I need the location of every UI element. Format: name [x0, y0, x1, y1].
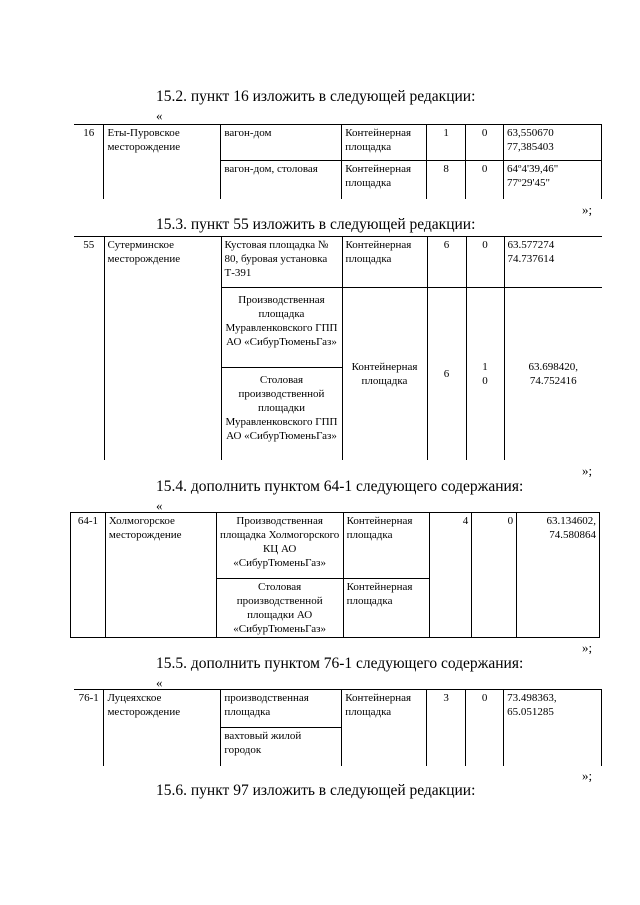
table-row: [74, 690, 602, 728]
cell-count: 3: [427, 690, 466, 766]
cell-num: 64-1: [71, 513, 106, 638]
close-quote: »;: [582, 768, 593, 783]
cell-type: Контейнерная площадка: [343, 579, 430, 638]
cell-object: вагон-дом: [221, 125, 342, 161]
cell-num: 55: [74, 237, 104, 460]
cell-coords: 73.498363, 65.051285: [504, 690, 602, 766]
cell-field: Сутерминское месторождение: [104, 237, 221, 460]
cell-field: Еты-Пуровское месторождение: [104, 125, 221, 199]
cell-coords: 64º4'39,46" 77º29'45": [504, 161, 602, 199]
cell-object: производственная площадка: [221, 690, 342, 728]
cell-count: 4: [430, 513, 472, 638]
table-point-64-1: [70, 512, 600, 638]
cell-object: вагон-дом, столовая: [221, 161, 342, 199]
section-heading: 15.4. дополнить пунктом 64-1 следующего содержания:: [156, 478, 524, 495]
cell-count: 1: [427, 125, 466, 161]
cell-field: Холмогорское месторождение: [105, 513, 216, 638]
cell-object: вахтовый жилой городок: [221, 728, 342, 766]
section-heading: 15.5. дополнить пунктом 76-1 следующего содержания:: [156, 655, 524, 672]
cell-type: Контейнерная площадка: [342, 288, 427, 460]
cell-type: Контейнерная площадка: [342, 237, 427, 288]
cell-n: 0: [466, 237, 504, 288]
cell-type: Контейнерная площадка: [342, 125, 427, 161]
cell-coords: 63,550670 77,385403: [504, 125, 602, 161]
cell-n: 0: [466, 125, 504, 161]
cell-count: 8: [427, 161, 466, 199]
section-heading: 15.3. пункт 55 изложить в следующей редакции:: [156, 216, 476, 233]
table-row: [74, 125, 602, 161]
table-row: [71, 513, 600, 579]
cell-n: 0: [466, 161, 504, 199]
cell-object: Столовая производственной площадки Муравленковского ГПП АО «СибурТюменьГаз»: [221, 368, 342, 460]
cell-count: 6: [427, 237, 466, 288]
cell-coords: 63.134602, 74.580864: [517, 513, 600, 638]
close-quote: »;: [582, 463, 593, 478]
section-heading: 15.6. пункт 97 изложить в следующей редакции:: [156, 782, 476, 799]
cell-n: 1 0: [466, 288, 504, 460]
cell-num: 76-1: [74, 690, 104, 766]
cell-field: Луцеяхское месторождение: [104, 690, 221, 766]
cell-object: Производственная площадка Холмогорского КЦ АО «СибурТюменьГаз»: [216, 513, 343, 579]
cell-n: 0: [472, 513, 517, 638]
cell-n: 0: [466, 690, 504, 766]
open-quote: «: [156, 498, 163, 513]
cell-type: Контейнерная площадка: [342, 690, 427, 766]
table-point-76-1: [74, 689, 602, 766]
cell-object: Столовая производственной площадки АО «СибурТюменьГаз»: [216, 579, 343, 638]
cell-coords: 63.698420, 74.752416: [504, 288, 602, 460]
open-quote: «: [156, 675, 163, 690]
cell-num: 16: [74, 125, 104, 199]
cell-count: 6: [427, 288, 466, 460]
table-row: [74, 237, 602, 288]
section-heading: 15.2. пункт 16 изложить в следующей редакции:: [156, 88, 476, 105]
cell-object: Кустовая площадка № 80, буровая установка Т-391: [221, 237, 342, 288]
close-quote: »;: [582, 640, 593, 655]
open-quote: «: [156, 108, 163, 123]
close-quote: »;: [582, 202, 593, 217]
cell-type: Контейнерная площадка: [342, 161, 427, 199]
table-point-16: [74, 124, 602, 199]
cell-coords: 63.577274 74.737614: [504, 237, 602, 288]
cell-object: Производственная площадка Муравленковского ГПП АО «СибурТюменьГаз»: [221, 288, 342, 368]
cell-type: Контейнерная площадка: [343, 513, 430, 579]
table-point-55: [74, 236, 602, 460]
